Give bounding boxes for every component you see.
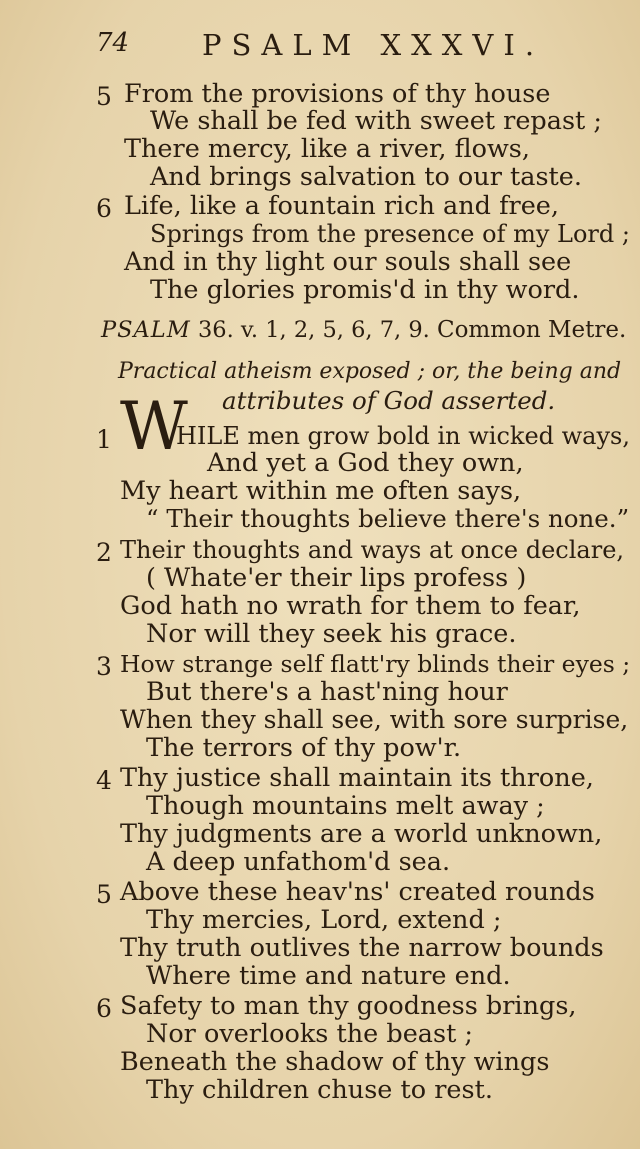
verse-line: How strange self flatt'ry blinds their eyes ;: [120, 650, 631, 678]
verse-line: And yet a God they own,: [207, 448, 524, 478]
psalm-subtitle: attributes of God asserted.: [222, 386, 556, 415]
verse-line: Thy judgments are a world unknown,: [120, 819, 603, 849]
verse-line: Nor will they seek his grace.: [146, 619, 517, 649]
verse-line: Thy children chuse to rest.: [146, 1075, 493, 1105]
psalm-meter: Common Metre.: [436, 317, 627, 343]
drop-cap: W: [120, 388, 188, 465]
verse-number: 5: [96, 82, 112, 111]
verse-number: 4: [96, 766, 112, 795]
verse-line: We shall be fed with sweet repast ;: [150, 106, 602, 136]
verse-line: And brings salvation to our taste.: [150, 162, 582, 192]
verse-number: 6: [96, 994, 112, 1023]
verse-line: God hath no wrath for them to fear,: [120, 591, 581, 621]
verse-line: Thy truth outlives the narrow bounds: [120, 933, 604, 963]
verse-line: From the provisions of thy house: [124, 79, 551, 109]
verse-line: Thy mercies, Lord, extend ;: [146, 905, 502, 935]
verse-number: 2: [96, 538, 112, 567]
verse-line: Springs from the presence of my Lord ;: [150, 220, 630, 248]
verse-line: HILE men grow bold in wicked ways,: [176, 422, 630, 450]
running-title: PSALM XXXVI.: [202, 28, 545, 62]
verse-line: The terrors of thy pow'r.: [146, 733, 462, 763]
verse-number: 1: [96, 425, 112, 454]
verse-line: Beneath the shadow of thy wings: [120, 1047, 550, 1077]
verse-line: When they shall see, with sore surprise,: [120, 705, 629, 734]
verse-line: ( Whate'er their lips profess ): [146, 563, 527, 593]
page-number: 74: [96, 28, 130, 58]
verse-line: There mercy, like a river, flows,: [124, 134, 530, 164]
psalm-title: PSALM: [101, 317, 191, 343]
verse-number: 5: [96, 880, 112, 909]
verse-line: My heart within me often says,: [120, 476, 522, 506]
verse-line: And in thy light our souls shall see: [124, 247, 572, 277]
verse-line: A deep unfathom'd sea.: [146, 847, 451, 877]
page-header: [0, 28, 640, 68]
verse-line: The glories promis'd in thy word.: [150, 275, 580, 305]
verse-line: Their thoughts and ways at once declare,: [120, 536, 625, 564]
psalm-verses: 36. v. 1, 2, 5, 6, 7, 9.: [197, 317, 430, 343]
verse-number: 3: [96, 652, 112, 681]
psalm-subtitle: Practical atheism exposed ; or, the being and: [118, 359, 622, 384]
verse-line: Nor overlooks the beast ;: [146, 1019, 474, 1049]
verse-line: Life, like a fountain rich and free,: [124, 191, 559, 221]
verse-line: Thy justice shall maintain its throne,: [120, 763, 594, 793]
verse-line: Where time and nature end.: [146, 961, 511, 991]
verse-number: 6: [96, 194, 112, 223]
verse-line: Safety to man thy goodness brings,: [120, 991, 577, 1021]
verse-line: Above these heav'ns' created rounds: [120, 877, 595, 907]
verse-line: But there's a hast'ning hour: [146, 677, 508, 707]
psalm-heading: [101, 317, 626, 343]
verse-line: “ Their thoughts believe there's none.”: [146, 504, 630, 533]
verse-line: Though mountains melt away ;: [146, 791, 545, 821]
